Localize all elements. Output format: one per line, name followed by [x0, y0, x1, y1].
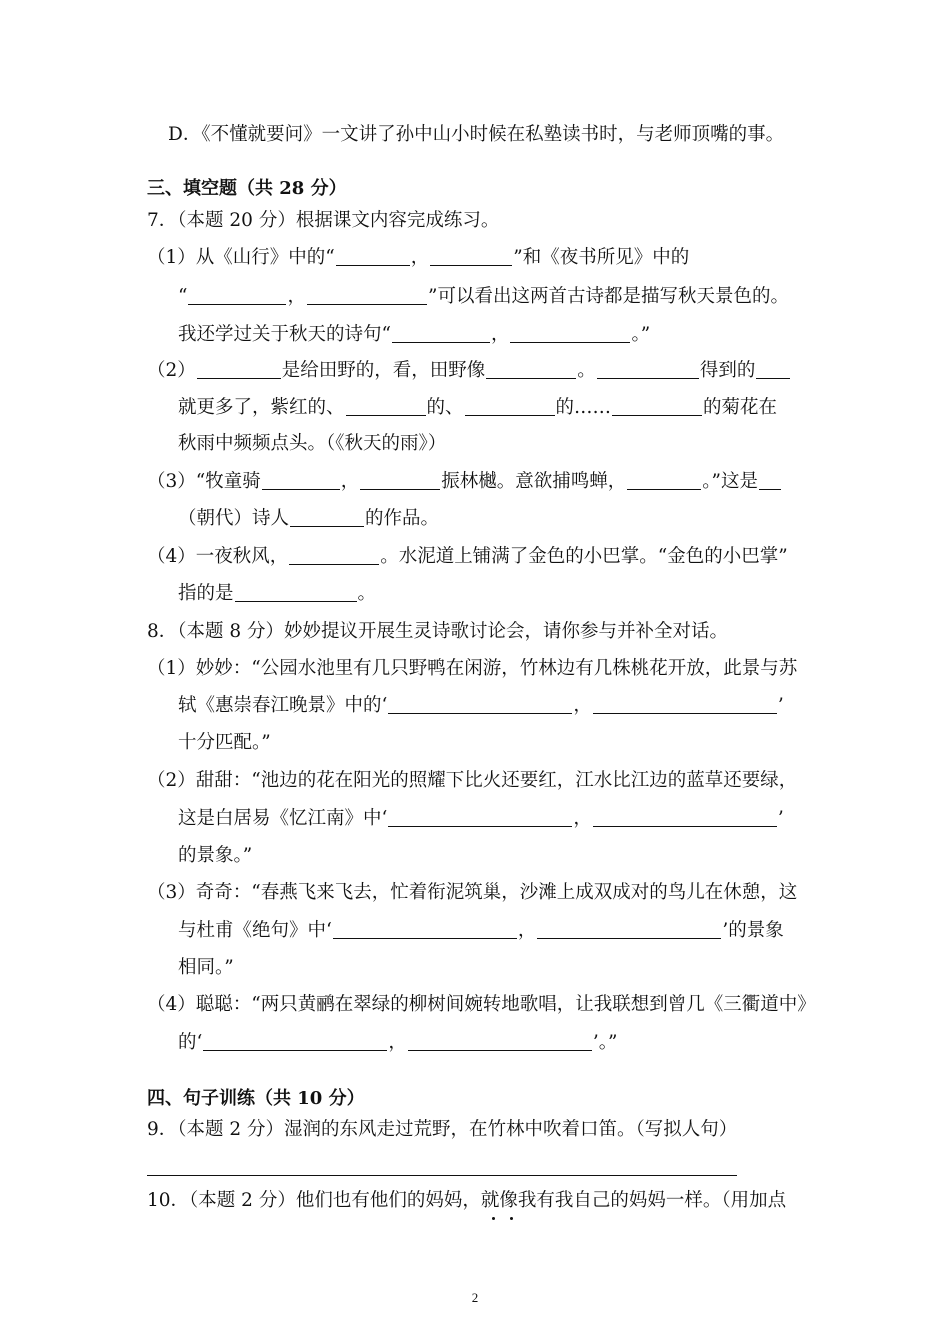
blank[interactable]: [336, 247, 410, 266]
text: 的菊花在: [703, 397, 778, 418]
text: （3）“牧童骑: [147, 471, 261, 492]
q7-4-line1: [147, 544, 788, 570]
blank[interactable]: [510, 324, 630, 343]
blank[interactable]: [188, 286, 286, 305]
text: ，: [490, 324, 510, 345]
text: ”可以看出这两首古诗都是描写秋天景色的。: [427, 286, 789, 307]
blank[interactable]: [430, 247, 512, 266]
text: ，: [287, 286, 306, 307]
text: ’。”: [592, 1032, 618, 1053]
text: 与杜甫《绝句》中‘: [178, 920, 332, 941]
text: 轼《惠崇春江晚景》中的‘: [178, 695, 388, 716]
q8-1-line2: [178, 693, 784, 719]
text: 的‘: [178, 1032, 203, 1053]
q7-3-line1: [147, 469, 782, 495]
blank[interactable]: [197, 360, 281, 379]
text: “: [178, 286, 188, 307]
blank[interactable]: [360, 471, 440, 490]
text: 指的是: [178, 583, 234, 604]
q7-1-line3: [178, 322, 650, 348]
text: 。: [577, 360, 596, 381]
q8-4-line1: （4）聪聪：“两只黄鹂在翠绿的柳树间婉转地歌唱，让我联想到曾几《三衢道中》: [147, 994, 816, 1015]
text: 得到的: [699, 360, 756, 381]
q8-3-line2: [178, 918, 784, 944]
text: 。水泥道上铺满了金色的小巴掌。“金色的小巴掌”: [380, 546, 788, 567]
text: 。: [357, 583, 377, 604]
blank[interactable]: [289, 546, 379, 565]
text: ，: [388, 1032, 407, 1053]
blank[interactable]: [388, 808, 572, 827]
text: 。”: [631, 324, 651, 345]
q7-1-line2: [178, 284, 789, 310]
text: 。”这是: [702, 471, 758, 492]
q8-2-line2: [178, 806, 784, 832]
blank[interactable]: [388, 695, 572, 714]
blank[interactable]: [756, 360, 790, 379]
text: 就更多了，紫红的、: [178, 397, 345, 418]
q10: 10．（本题 2 分）他们也有他们的妈妈，就像我有我自己的妈妈一样。（用加点: [147, 1190, 787, 1211]
section-4-title: 四、句子训练（共 10 分）: [147, 1088, 365, 1109]
blank[interactable]: [597, 360, 699, 379]
blank[interactable]: [333, 920, 517, 939]
text: （2）: [147, 360, 196, 381]
blank[interactable]: [593, 808, 777, 827]
blank[interactable]: [627, 471, 701, 490]
blank[interactable]: [346, 397, 426, 416]
blank[interactable]: [486, 360, 576, 379]
text: ，: [410, 247, 430, 268]
text: ，: [573, 808, 592, 829]
blank[interactable]: [392, 324, 490, 343]
text: （1）从《山行》中的“: [147, 247, 335, 268]
q9: 9．（本题 2 分）湿润的东风走过荒野，在竹林中吹着口笛。（写拟人句）: [147, 1119, 738, 1140]
text: ，: [573, 695, 592, 716]
q7-2-line2: [178, 395, 777, 421]
q8-2-line3: 的景象。”: [178, 845, 253, 866]
text: 的作品。: [365, 508, 440, 529]
text: ’的景象: [722, 920, 784, 941]
q8-2-line1: （2）甜甜：“池边的花在阳光的照耀下比火还要红，江水比江边的蓝草还要绿，: [147, 770, 798, 791]
text: ”和《夜书所见》中的: [513, 247, 690, 268]
page-number: 2: [471, 1290, 479, 1305]
answer-line[interactable]: [147, 1175, 737, 1176]
text: ’: [777, 808, 784, 829]
q8-1-line1: （1）妙妙：“公园水池里有几只野鸭在闲游，竹林边有几株桃花开放，此景与苏: [147, 658, 798, 679]
blank[interactable]: [537, 920, 721, 939]
q8-4-line2: [178, 1030, 618, 1056]
q7-stem: 7．（本题 20 分）根据课文内容完成练习。: [147, 210, 500, 231]
blank[interactable]: [290, 508, 364, 527]
blank[interactable]: [408, 1032, 592, 1051]
text: （4）一夜秋风，: [147, 546, 289, 567]
text: ，: [340, 471, 360, 492]
q7-4-line2: [178, 581, 376, 607]
q7-1-line1: [147, 245, 689, 271]
text: ’: [777, 695, 784, 716]
q8-3-line1: （3）奇奇：“春燕飞来飞去，忙着衔泥筑巢，沙滩上成双成对的鸟儿在休憩，这: [147, 882, 798, 903]
blank[interactable]: [262, 471, 340, 490]
text: （朝代）诗人: [178, 508, 290, 529]
q7-2-line3: 秋雨中频频点头。（《秋天的雨》）: [178, 433, 447, 454]
text: 我还学过关于秋天的诗句“: [178, 324, 391, 345]
emphasis-dot: [492, 1217, 495, 1220]
text: 的、: [426, 397, 464, 418]
blank[interactable]: [465, 397, 555, 416]
section-3-title: 三、填空题（共 28 分）: [147, 178, 347, 199]
option-d: D．《不懂就要问》一文讲了孙中山小时候在私塾读书时，与老师顶嘴的事。: [168, 124, 785, 145]
q8-3-line3: 相同。”: [178, 957, 234, 978]
blank[interactable]: [235, 583, 357, 602]
blank[interactable]: [307, 286, 427, 305]
emphasis-dot: [510, 1217, 513, 1220]
text: 振林樾。意欲捕鸣蝉，: [441, 471, 627, 492]
blank[interactable]: [203, 1032, 387, 1051]
q7-2-line1: [147, 358, 791, 384]
blank[interactable]: [593, 695, 777, 714]
q8-1-line3: 十分匹配。”: [178, 732, 271, 753]
blank[interactable]: [759, 471, 781, 490]
text: ，: [517, 920, 537, 941]
q7-3-line2: [178, 506, 439, 532]
text: 是给田野的，看，田野像: [281, 360, 486, 381]
blank[interactable]: [612, 397, 702, 416]
text: 的……: [555, 397, 612, 418]
text: 这是白居易《忆江南》中‘: [178, 808, 388, 829]
q8-stem: 8．（本题 8 分）妙妙提议开展生灵诗歌讨论会，请你参与并补全对话。: [147, 621, 729, 642]
